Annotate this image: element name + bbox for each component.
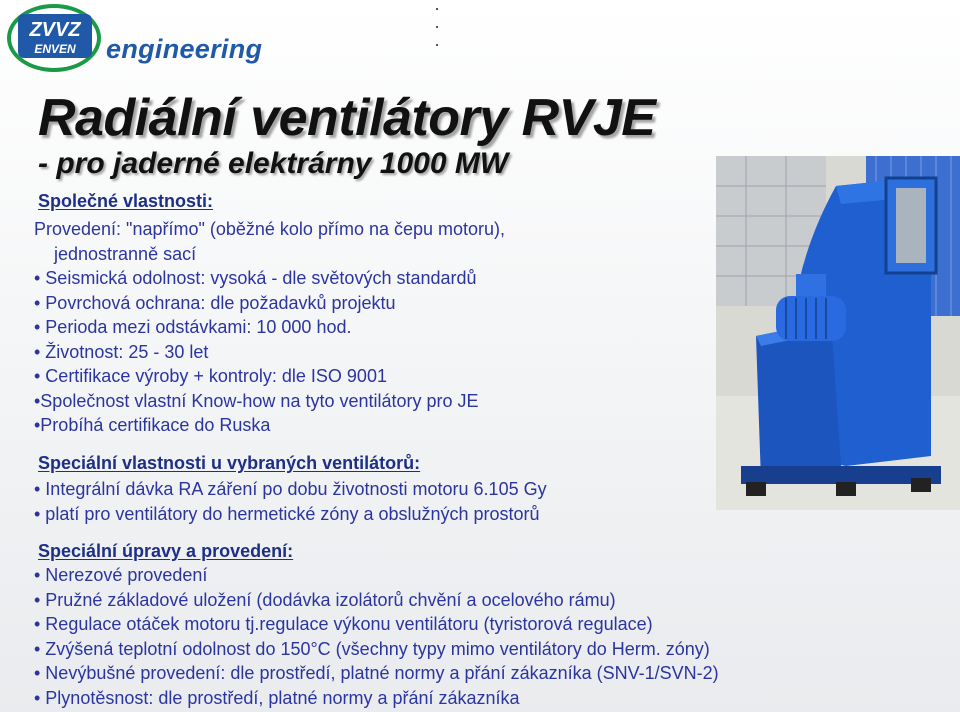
list-item: • Integrální dávka RA záření po dobu životnosti motoru 6.105 Gy	[34, 479, 547, 499]
company-logo	[4, 0, 304, 78]
list-item: • Zvýšená teplotní odolnost do 150°C (všechny typy mimo ventilátory do Herm. zóny)	[34, 638, 710, 659]
list-item: •Probíhá certifikace do Ruska	[34, 415, 271, 435]
list-item: • Povrchová ochrana: dle požadavků projektu	[34, 292, 396, 313]
section-heading-common: Společné vlastnosti:	[38, 191, 214, 211]
logo-badge-top: ZVVZ	[29, 19, 81, 41]
decorative-dots	[436, 0, 440, 70]
list-item: • Plynotěsnost: dle prostředí, platné normy a přání zákazníka	[34, 687, 520, 708]
common-properties-list	[34, 217, 505, 438]
list-item: • Nerezové provedení	[34, 565, 208, 585]
list-item: • Perioda mezi odstávkami: 10 000 hod.	[34, 317, 352, 337]
page-subtitle: - pro jaderné elektrárny 1000 MW	[38, 147, 509, 180]
list-item: • Certifikace výroby + kontroly: dle ISO 9001	[34, 366, 387, 386]
list-item: • platí pro ventilátory do hermetické zóny a obslužných prostorů	[34, 503, 540, 524]
list-item: •Společnost vlastní Know-how na tyto ventilátory pro JE	[34, 390, 479, 411]
list-item: jednostranně sací	[54, 243, 197, 264]
special-properties-list	[34, 477, 547, 526]
list-item: • Seismická odolnost: vysoká - dle světových standardů	[34, 268, 477, 288]
list-item: • Pružné základové uložení (dodávka izolátorů chvění a ocelového rámu)	[34, 589, 616, 610]
section-heading-special-modifications: Speciální úpravy a provedení:	[38, 541, 294, 561]
special-modifications-list	[34, 563, 719, 710]
section-heading-special-properties: Speciální vlastnosti u vybraných ventilátorů:	[38, 453, 421, 473]
page-title: Radiální ventilátory RVJE	[38, 89, 656, 147]
logo-wordmark: engineering	[106, 34, 263, 64]
zvvz-badge-icon	[4, 0, 114, 78]
list-item: • Životnost: 25 - 30 let	[34, 341, 209, 362]
list-item: • Nevýbušné provedení: dle prostředí, platné normy a přání zákazníka (SNV-1/SVN-2)	[34, 663, 719, 683]
logo-badge-bottom: ENVEN	[34, 42, 76, 56]
list-item: • Regulace otáček motoru tj.regulace výkonu ventilátoru (tyristorová regulace)	[34, 614, 653, 634]
list-item: Provedení: "napřímo" (oběžné kolo přímo na čepu motoru),	[34, 219, 506, 239]
fan-photo	[716, 156, 960, 510]
